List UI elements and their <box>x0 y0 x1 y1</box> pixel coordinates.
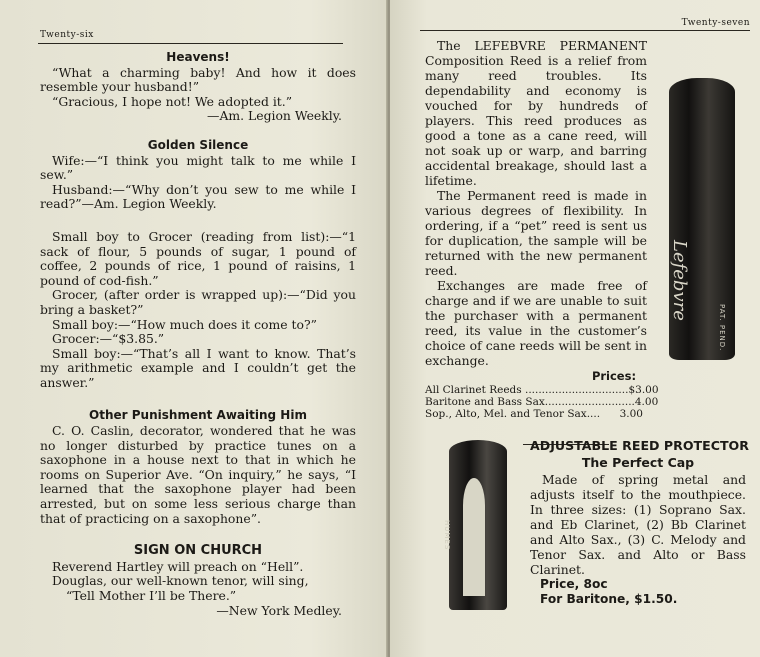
joke-line: Reverend Hartley will preach on “Hell”. <box>52 558 304 574</box>
price-item-value: 3.00 <box>619 408 643 420</box>
joke-credit: —Am. Legion Weekly. <box>207 108 342 124</box>
price-item-name: Baritone and Bass Sax........................... <box>425 396 635 408</box>
price-item-name: Sop., Alto, Mel. and Tenor Sax.... <box>425 408 601 420</box>
header-rule-right <box>420 30 750 31</box>
reed-patent-stamp: PAT. PEND. <box>718 304 726 352</box>
header-rule-left <box>38 43 343 44</box>
protector-price: Price, 8oc <box>540 577 608 591</box>
cap-opening <box>463 478 485 596</box>
joke-title-sign-on-church: SIGN ON CHURCH <box>133 543 263 559</box>
joke-line: Small boy to Grocer (reading from list):—“1 sack of flour, 5 pounds of sugar, 1 pound of coffee, 2 pounds of rice, 1 pound of raisins, 1 pound of cod-fish.” <box>40 228 356 288</box>
joke-line: Husband:—“Why don’t you sew to me while I read?”—Am. Legion Weekly. <box>40 181 356 212</box>
prices-heading: Prices: <box>591 369 637 383</box>
protector-title: ADJUSTABLE REED PROTECTOR <box>530 438 749 453</box>
reed-script-logo: Lefebvre <box>669 240 690 321</box>
joke-line: Douglas, our well-known tenor, will sing, <box>52 573 309 589</box>
joke-line: C. O. Caslin, decorator, wondered that he was no longer disturbed by practice tunes on a saxophone in a house next to that in which he rooms on Superior Ave. “On inquiry,” he says, “I learned that the saxophone player had been arrested, but on some less serious charge than that of practicing on a saxophone”. <box>40 423 356 526</box>
joke-line: Grocer:—“$3.85.” <box>52 331 165 347</box>
reed-ad-column <box>425 38 743 461</box>
joke-line: Small boy:—“How much does it come to?” <box>52 316 317 332</box>
joke-credit: —New York Medley. <box>216 602 342 618</box>
joke-line: “Tell Mother I’ll be There.” <box>66 588 237 603</box>
joke-line: Wife:—“I think you might talk to me while I sew.” <box>40 152 356 183</box>
reed-paragraph: The LEFEBVRE PERMANENT Composition Reed is a relief from many reed troubles. Its dependability and economy is vouched for by hundreds of players. This reed produces as good a tone as a cane reed, will not soak up or warp, and barring accidental breakage, should last a lifetime. <box>425 38 647 188</box>
joke-line: Small boy:—“That’s all I want to know. That’s my arithmetic example and I couldn’t get the answer.” <box>40 345 356 390</box>
protector-baritone-price: For Baritone, $1.50. <box>540 592 678 606</box>
jokes-column <box>40 50 356 618</box>
price-row <box>425 396 659 408</box>
reed-paragraph: The Permanent reed is made in various degrees of flexibility. In ordering, if a “pet” reed is sent us for duplication, the sample will be returned with the new permanent reed. <box>425 188 647 278</box>
cap-label: HUMES <box>443 520 451 551</box>
joke-line: “Gracious, I hope not! We adopted it.” <box>52 93 293 109</box>
joke-title-golden-silence: Golden Silence <box>147 137 249 152</box>
price-row <box>425 384 659 396</box>
joke-line: “What a charming baby! And how it does resemble your husband!” <box>40 64 356 95</box>
protector-ad <box>530 438 749 607</box>
joke-title-other-punishment: Other Punishment Awaiting Him <box>89 408 307 423</box>
price-item-name: All Clarinet Reeds ............................... <box>425 384 629 396</box>
reed-paragraph: Exchanges are made free of charge and if we are unable to suit the purchaser with a permanent reed, its value in the customer’s choice of cane reeds will be sent in exchange. <box>425 278 647 368</box>
protector-subtitle: The Perfect Cap <box>581 455 695 470</box>
page-number-left: Twenty-six <box>40 30 94 40</box>
joke-line: Grocer, (after order is wrapped up):—“Did you bring a basket?” <box>40 287 356 317</box>
reed-protector-image <box>443 432 513 612</box>
protector-description: Made of spring metal and adjusts itself to the mouthpiece. In three sizes: (1) Soprano Sax. and Eb Clarinet, (2) Bb Clarinet and Alto Sax., (3) C. Melody and Tenor Sax. and Alto or Bass Clarinet. <box>530 472 746 577</box>
page-number-right: Twenty-seven <box>681 18 750 28</box>
price-list <box>425 384 659 420</box>
price-row <box>425 408 643 420</box>
joke-title-heavens: Heavens! <box>166 50 230 64</box>
price-item-value: $3.00 <box>628 384 659 396</box>
reed-image <box>653 72 749 364</box>
price-item-value: 4.00 <box>634 396 659 408</box>
